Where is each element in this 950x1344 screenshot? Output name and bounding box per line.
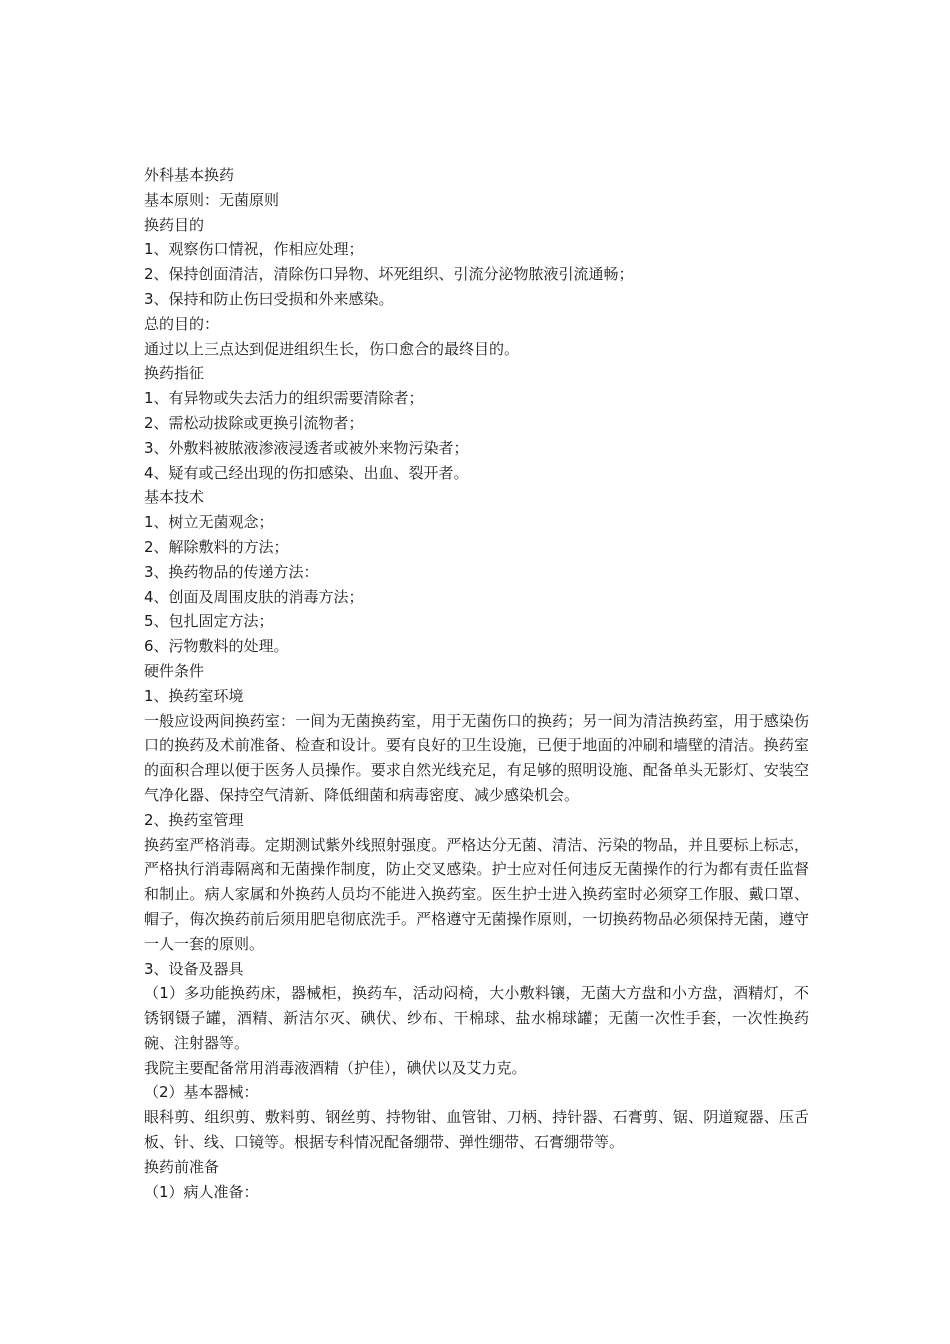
subheading-patient-preparation: （1）病人准备： bbox=[144, 1182, 259, 1201]
list-item: 4、创面及周围皮肤的消毒方法； bbox=[144, 587, 364, 606]
overall-purpose-text: 通过以上三点达到促进组织生长，伤口愈合的最终目的。 bbox=[144, 339, 520, 358]
document-page bbox=[144, 163, 809, 1204]
overall-purpose-heading: 总的目的： bbox=[144, 314, 220, 333]
subheading-environment: 1、换药室环境 bbox=[144, 686, 244, 705]
list-item: 2、保持创面清洁，清除伤口异物、坏死组织、引流分泌物脓液引流通畅； bbox=[144, 265, 634, 284]
list-item: 5、包扎固定方法； bbox=[144, 612, 274, 631]
section-heading-purpose: 换药目的 bbox=[144, 215, 205, 234]
list-item: 1、观察伤口情祝，作相应处理； bbox=[144, 240, 364, 259]
section-heading-preparation: 换药前准备 bbox=[144, 1157, 220, 1176]
list-item: 2、解除敷料的方法； bbox=[144, 537, 289, 556]
section-heading-techniques: 基本技术 bbox=[144, 488, 205, 507]
subheading-management: 2、换药室管理 bbox=[144, 810, 244, 829]
list-item: 1、树立无菌观念； bbox=[144, 513, 274, 532]
document-title: 外科基本换药 bbox=[144, 166, 235, 184]
subheading-equipment: 3、设备及器具 bbox=[144, 959, 244, 978]
subheading-basic-instruments: （2）基本器械： bbox=[144, 1083, 259, 1102]
section-heading-indications: 换药指征 bbox=[144, 364, 205, 383]
list-item: 2、需松动拔除或更换引流物者； bbox=[144, 413, 364, 432]
list-item: 3、换药物品的传递方法： bbox=[144, 562, 319, 581]
list-item: 1、有异物或失去活力的组织需要清除者； bbox=[144, 389, 424, 408]
paragraph-management: 换药室严格消毒。定期测试紫外线照射强度。严格达分无菌、清洁、污染的物品，并且要标上标志，严格执行消毒隔离和无菌操作制度，防止交叉感染。护士应对任何违反无菌操作的行为都有责任监督和制止。病人家属和外换药人员均不能进入换药室。医生护士进入换药室时必须穿工作服、戴口罩、帽子，侮次换药前后须用肥皂彻底洗手。严格遵守无菌操作原则，一切换药物品必须保持无菌，遵守一人一套的原则。 bbox=[144, 835, 809, 953]
list-item: 3、保持和防止伤曰受损和外来感染。 bbox=[144, 289, 394, 308]
paragraph-equipment-list: （1）多功能换药床，器械柜，换药车，活动闷椅，大小敷料镶，无菌大方盘和小方盘，酒精灯，不锈钢镊子罐，酒精、新洁尔灭、碘伏、纱布、干棉球、盐水棉球罐；无菌一次性手套，一次性换药碗、注射器等。 bbox=[144, 984, 809, 1052]
paragraph-environment: 一般应设两间换药室：一间为无菌换药室，用于无菌伤口的换药；另一间为清洁换药室，用于感染伤口的换药及术前准备、检查和设计。要有良好的卫生设施，已便于地面的冲刷和墙壁的清洁。换药室的面积合理以便于医务人员操作。要求自然光线充足，有足够的照明设施、配备单头无影灯、安装空气净化器、保持空气清新、降低细菌和病毒密度、减少感染机会。 bbox=[144, 711, 809, 804]
basic-principle: 基本原则：无菌原则 bbox=[144, 190, 280, 209]
paragraph-disinfectants: 我院主要配备常用消毒液酒精（护佳），碘伏以及艾力克。 bbox=[144, 1058, 527, 1077]
section-heading-hardware: 硬件条件 bbox=[144, 661, 205, 680]
paragraph-instruments: 眼科剪、组织剪、敷料剪、钢丝剪、持物钳、血管钳、刀柄、持针器、石膏剪、锯、阴道窥器、压舌板、针、线、口镜等。根据专科情况配备绷带、弹性绷带、石膏绷带等。 bbox=[144, 1108, 809, 1152]
list-item: 6、污物敷料的处理。 bbox=[144, 637, 289, 656]
list-item: 4、疑有或己经出现的伤扣感染、出血、裂开者。 bbox=[144, 463, 469, 482]
list-item: 3、外敷料被脓液渗液浸透者或被外来物污染者； bbox=[144, 438, 469, 457]
